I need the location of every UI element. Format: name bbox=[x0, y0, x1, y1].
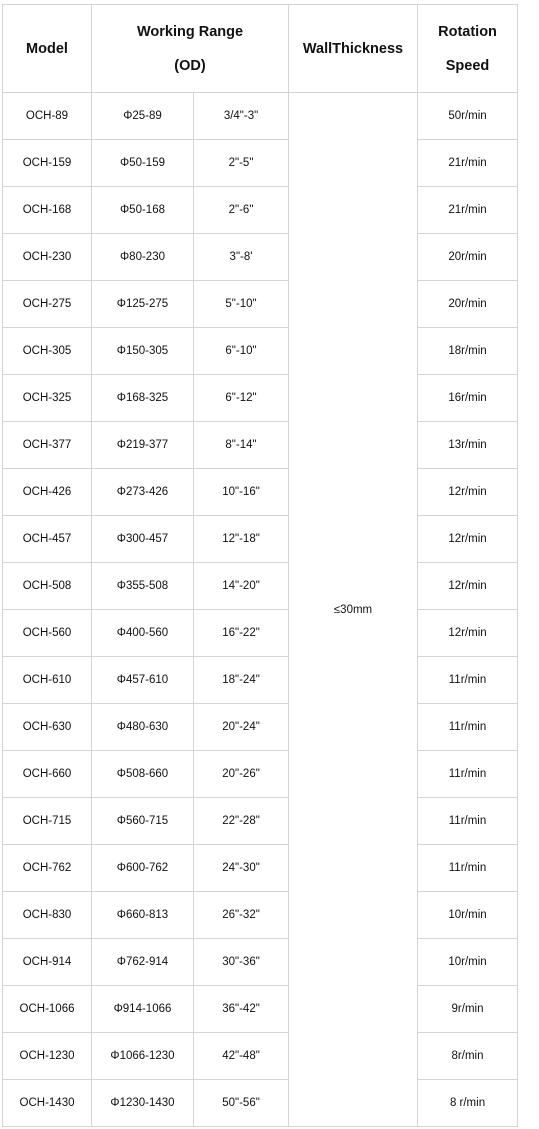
cell-model: OCH-762 bbox=[3, 845, 92, 892]
cell-od-inch: 50"-56" bbox=[194, 1080, 289, 1127]
spec-table bbox=[2, 4, 518, 1127]
cell-od-mm: Φ600-762 bbox=[92, 845, 194, 892]
table-row bbox=[3, 892, 518, 939]
cell-od-mm: Φ480-630 bbox=[92, 704, 194, 751]
table-header bbox=[3, 5, 518, 93]
cell-od-inch: 22"-28" bbox=[194, 798, 289, 845]
table-row bbox=[3, 563, 518, 610]
header-wall-thickness: WallThickness bbox=[289, 5, 418, 93]
cell-model: OCH-1066 bbox=[3, 986, 92, 1033]
cell-rotation-speed: 10r/min bbox=[418, 892, 518, 939]
cell-od-mm: Φ457-610 bbox=[92, 657, 194, 704]
cell-od-inch: 2"-5" bbox=[194, 140, 289, 187]
cell-rotation-speed: 8r/min bbox=[418, 1033, 518, 1080]
cell-od-inch: 5"-10" bbox=[194, 281, 289, 328]
cell-od-inch: 18"-24" bbox=[194, 657, 289, 704]
cell-model: OCH-1430 bbox=[3, 1080, 92, 1127]
cell-model: OCH-159 bbox=[3, 140, 92, 187]
cell-od-mm: Φ80-230 bbox=[92, 234, 194, 281]
cell-od-mm: Φ400-560 bbox=[92, 610, 194, 657]
table-row bbox=[3, 751, 518, 798]
cell-rotation-speed: 21r/min bbox=[418, 187, 518, 234]
table-row bbox=[3, 1080, 518, 1127]
cell-model: OCH-660 bbox=[3, 751, 92, 798]
cell-od-inch: 20"-24" bbox=[194, 704, 289, 751]
cell-od-mm: Φ219-377 bbox=[92, 422, 194, 469]
table-row bbox=[3, 939, 518, 986]
cell-od-inch: 3/4"-3" bbox=[194, 93, 289, 140]
cell-od-inch: 20"-26" bbox=[194, 751, 289, 798]
cell-model: OCH-508 bbox=[3, 563, 92, 610]
table-row bbox=[3, 469, 518, 516]
cell-od-mm: Φ25-89 bbox=[92, 93, 194, 140]
table-row bbox=[3, 281, 518, 328]
cell-model: OCH-426 bbox=[3, 469, 92, 516]
cell-od-mm: Φ50-159 bbox=[92, 140, 194, 187]
cell-od-inch: 30"-36" bbox=[194, 939, 289, 986]
table-row bbox=[3, 93, 518, 140]
cell-od-mm: Φ914-1066 bbox=[92, 986, 194, 1033]
cell-rotation-speed: 16r/min bbox=[418, 375, 518, 422]
cell-od-mm: Φ125-275 bbox=[92, 281, 194, 328]
table-row bbox=[3, 187, 518, 234]
cell-rotation-speed: 12r/min bbox=[418, 610, 518, 657]
table-row bbox=[3, 328, 518, 375]
table-row bbox=[3, 986, 518, 1033]
cell-rotation-speed: 13r/min bbox=[418, 422, 518, 469]
cell-od-mm: Φ1066-1230 bbox=[92, 1033, 194, 1080]
header-working-range-line2: (OD) bbox=[174, 57, 206, 74]
cell-od-inch: 2"-6" bbox=[194, 187, 289, 234]
cell-rotation-speed: 21r/min bbox=[418, 140, 518, 187]
cell-od-mm: Φ560-715 bbox=[92, 798, 194, 845]
cell-od-mm: Φ1230-1430 bbox=[92, 1080, 194, 1127]
cell-od-mm: Φ762-914 bbox=[92, 939, 194, 986]
cell-rotation-speed: 8 r/min bbox=[418, 1080, 518, 1127]
cell-od-inch: 16"-22" bbox=[194, 610, 289, 657]
table-row bbox=[3, 845, 518, 892]
cell-rotation-speed: 12r/min bbox=[418, 516, 518, 563]
cell-wall-thickness: ≤30mm bbox=[289, 93, 418, 1127]
cell-od-mm: Φ508-660 bbox=[92, 751, 194, 798]
cell-od-inch: 6"-10" bbox=[194, 328, 289, 375]
cell-model: OCH-610 bbox=[3, 657, 92, 704]
cell-od-inch: 14"-20" bbox=[194, 563, 289, 610]
cell-od-inch: 36"-42" bbox=[194, 986, 289, 1033]
cell-od-mm: Φ300-457 bbox=[92, 516, 194, 563]
cell-rotation-speed: 50r/min bbox=[418, 93, 518, 140]
cell-od-mm: Φ168-325 bbox=[92, 375, 194, 422]
cell-od-inch: 6"-12" bbox=[194, 375, 289, 422]
cell-model: OCH-630 bbox=[3, 704, 92, 751]
cell-rotation-speed: 11r/min bbox=[418, 798, 518, 845]
cell-rotation-speed: 11r/min bbox=[418, 751, 518, 798]
cell-model: OCH-325 bbox=[3, 375, 92, 422]
table-row bbox=[3, 798, 518, 845]
header-row bbox=[3, 5, 518, 93]
table-row bbox=[3, 704, 518, 751]
cell-od-mm: Φ50-168 bbox=[92, 187, 194, 234]
cell-od-mm: Φ355-508 bbox=[92, 563, 194, 610]
cell-od-mm: Φ150-305 bbox=[92, 328, 194, 375]
header-model: Model bbox=[3, 5, 92, 93]
cell-od-inch: 42"-48" bbox=[194, 1033, 289, 1080]
cell-model: OCH-377 bbox=[3, 422, 92, 469]
table-row bbox=[3, 516, 518, 563]
cell-model: OCH-305 bbox=[3, 328, 92, 375]
cell-rotation-speed: 12r/min bbox=[418, 563, 518, 610]
cell-rotation-speed: 20r/min bbox=[418, 281, 518, 328]
cell-rotation-speed: 12r/min bbox=[418, 469, 518, 516]
table-row bbox=[3, 375, 518, 422]
header-rotation-line2: Speed bbox=[445, 57, 490, 74]
header-rotation-speed bbox=[418, 5, 518, 93]
table-row bbox=[3, 1033, 518, 1080]
cell-od-inch: 24"-30" bbox=[194, 845, 289, 892]
cell-model: OCH-914 bbox=[3, 939, 92, 986]
table-row bbox=[3, 234, 518, 281]
cell-rotation-speed: 9r/min bbox=[418, 986, 518, 1033]
cell-model: OCH-89 bbox=[3, 93, 92, 140]
cell-rotation-speed: 11r/min bbox=[418, 845, 518, 892]
cell-od-inch: 26"-32" bbox=[194, 892, 289, 939]
cell-rotation-speed: 18r/min bbox=[418, 328, 518, 375]
cell-model: OCH-230 bbox=[3, 234, 92, 281]
cell-od-mm: Φ273-426 bbox=[92, 469, 194, 516]
cell-rotation-speed: 11r/min bbox=[418, 704, 518, 751]
cell-rotation-speed: 10r/min bbox=[418, 939, 518, 986]
cell-od-inch: 12"-18" bbox=[194, 516, 289, 563]
cell-model: OCH-715 bbox=[3, 798, 92, 845]
cell-model: OCH-560 bbox=[3, 610, 92, 657]
cell-model: OCH-275 bbox=[3, 281, 92, 328]
cell-od-inch: 8"-14" bbox=[194, 422, 289, 469]
cell-model: OCH-457 bbox=[3, 516, 92, 563]
cell-rotation-speed: 20r/min bbox=[418, 234, 518, 281]
header-rotation-line1: Rotation bbox=[438, 23, 497, 40]
cell-od-inch: 10"-16" bbox=[194, 469, 289, 516]
cell-model: OCH-1230 bbox=[3, 1033, 92, 1080]
table-row bbox=[3, 610, 518, 657]
cell-model: OCH-168 bbox=[3, 187, 92, 234]
cell-rotation-speed: 11r/min bbox=[418, 657, 518, 704]
header-working-range-line1: Working Range bbox=[136, 23, 244, 40]
cell-od-inch: 3"-8' bbox=[194, 234, 289, 281]
table-body bbox=[3, 93, 518, 1127]
cell-model: OCH-830 bbox=[3, 892, 92, 939]
table-row bbox=[3, 422, 518, 469]
table-row bbox=[3, 657, 518, 704]
header-working-range bbox=[92, 5, 289, 93]
cell-od-mm: Φ660-813 bbox=[92, 892, 194, 939]
table-row bbox=[3, 140, 518, 187]
